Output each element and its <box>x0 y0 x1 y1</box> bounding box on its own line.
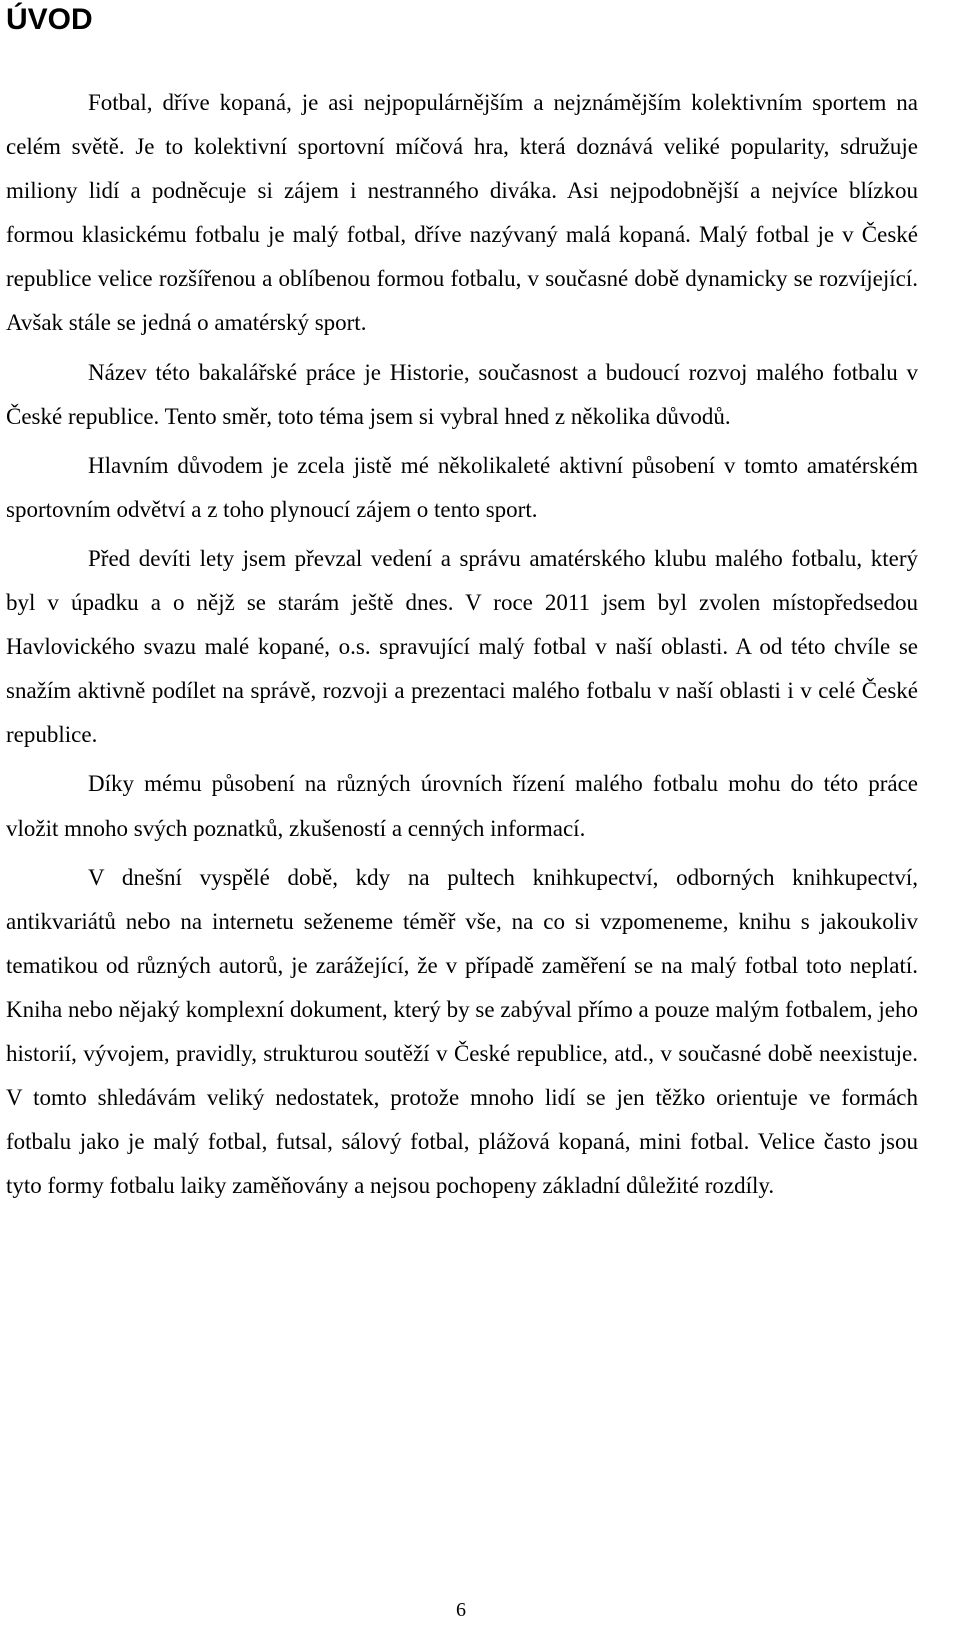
paragraph-experience: Díky mému působení na různých úrovních řízení malého fotbalu mohu do této práce vložit mnoho svých poznatků, zkušeností a cenných informací. <box>6 771 918 841</box>
body-text <box>6 81 918 1213</box>
paragraph-intro: Fotbal, dříve kopaná, je asi nejpopulárnějším a nejznámějším kolektivním sportem na celém světě. Je to kolektivní sportovní míčová hra, která doznává veliké popularity, sdružuje miliony lidí a podněcuje si zájem i nestranného diváka. Asi nejpodobnější a nejvíce blízkou formou klasickému fotbalu je malý fotbal, dříve nazývaný malá kopaná. Malý fotbal je v České republice velice rozšířenou a oblíbenou formou fotbalu, v současné době dynamicky se rozvíjející. Avšak stále se jedná o amatérský sport. <box>6 90 918 336</box>
paragraph-literature-gap: V dnešní vyspělé době, kdy na pultech knihkupectví, odborných knihkupectví, antikvariátů nebo na internetu seženeme téměř vše, na co si vzpomeneme, knihu s jakoukoliv tematikou od různých autorů, je zarážející, že v případě zaměření se na malý fotbal toto neplatí. Kniha nebo nějaký komplexní dokument, který by se zabýval přímo a pouze malým fotbalem, jeho historií, vývojem, pravidly, strukturou soutěží v České republice, atd., v současné době neexistuje. V tomto shledávám veliký nedostatek, protože mnoho lidí se jen těžko orientuje ve formách fotbalu jako je malý fotbal, futsal, sálový fotbal, plážová kopaná, mini fotbal. Velice často jsou tyto formy fotbalu laiky zaměňovány a nejsou pochopeny základní důležité rozdíly. <box>6 864 918 1199</box>
paragraph-main-reason: Hlavním důvodem je zcela jistě mé několikaleté aktivní působení v tomto amatérském sportovním odvětví a z toho plynoucí zájem o tento sport. <box>6 452 918 522</box>
page-number: 6 <box>456 1599 466 1621</box>
paragraph-thesis-title: Název této bakalářské práce je Historie, současnost a budoucí rozvoj malého fotbalu v České republice. Tento směr, toto téma jsem si vybral hned z několika důvodů. <box>6 359 918 429</box>
paragraph-club-management: Před devíti lety jsem převzal vedení a správu amatérského klubu malého fotbalu, který byl v úpadku a o nějž se starám ještě dnes. V roce 2011 jsem byl zvolen místopředsedou Havlovického svazu malé kopané, o.s. spravující malý fotbal v naší oblasti. A od této chvíle se snažím aktivně podílet na správě, rozvoji a prezentaci malého fotbalu v naší oblasti i v celé České republice. <box>6 545 918 748</box>
section-heading: ÚVOD <box>6 3 93 36</box>
